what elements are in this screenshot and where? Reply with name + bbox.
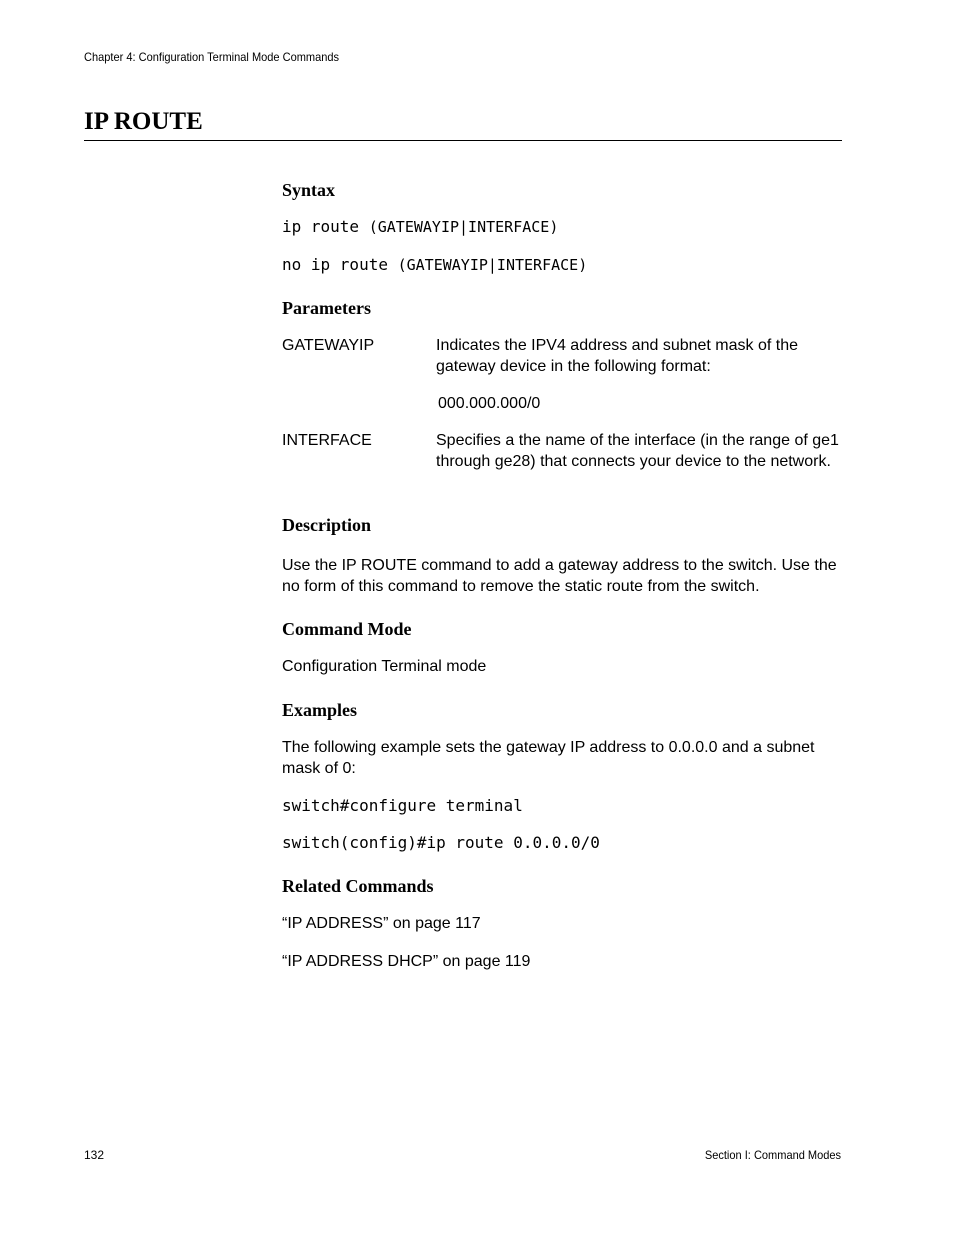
- footer-section: Section I: Command Modes: [704, 1148, 841, 1162]
- syntax-line-2: [282, 255, 587, 275]
- param-desc-gatewayip: Indicates the IPV4 address and subnet mask of the gateway device in the following format:: [436, 337, 798, 375]
- syntax-heading: Syntax: [282, 180, 336, 200]
- syntax-command: ip route: [282, 217, 369, 236]
- param-name-interface: INTERFACE: [282, 432, 372, 449]
- command-mode-heading: Command Mode: [282, 619, 412, 639]
- syntax-args: (GATEWAYIP|INTERFACE): [368, 218, 559, 236]
- page-number: 132: [84, 1148, 105, 1162]
- page-title: IP ROUTE: [84, 108, 203, 135]
- examples-heading: Examples: [282, 700, 358, 720]
- syntax-args: (GATEWAYIP|INTERFACE): [397, 256, 588, 274]
- description-heading: Description: [282, 515, 371, 535]
- running-header: Chapter 4: Configuration Terminal Mode Commands: [84, 50, 340, 64]
- parameters-heading: Parameters: [282, 298, 371, 318]
- title-rule: [84, 140, 842, 141]
- syntax-command: no ip route: [282, 255, 398, 274]
- related-link-ip-address[interactable]: “IP ADDRESS” on page 117: [282, 915, 481, 932]
- param-name-gatewayip: GATEWAYIP: [282, 337, 375, 354]
- related-commands-heading: Related Commands: [282, 876, 434, 896]
- syntax-line-1: [282, 217, 558, 237]
- related-link-ip-address-dhcp[interactable]: “IP ADDRESS DHCP” on page 119: [282, 953, 531, 970]
- command-mode-text: Configuration Terminal mode: [282, 658, 487, 675]
- param-desc-interface: Specifies a the name of the interface (in the range of ge1 through ge28) that connects your device to the network.: [436, 432, 839, 470]
- examples-text: The following example sets the gateway IP address to 0.0.0.0 and a subnet mask of 0:: [282, 739, 815, 777]
- description-text: Use the IP ROUTE command to add a gateway address to the switch. Use the no form of this command to remove the static route from the switch.: [282, 557, 837, 595]
- param-format-gatewayip: 000.000.000/0: [438, 395, 541, 412]
- example-code-1: switch#configure terminal: [282, 796, 523, 815]
- example-code-2: switch(config)#ip route 0.0.0.0/0: [282, 833, 600, 852]
